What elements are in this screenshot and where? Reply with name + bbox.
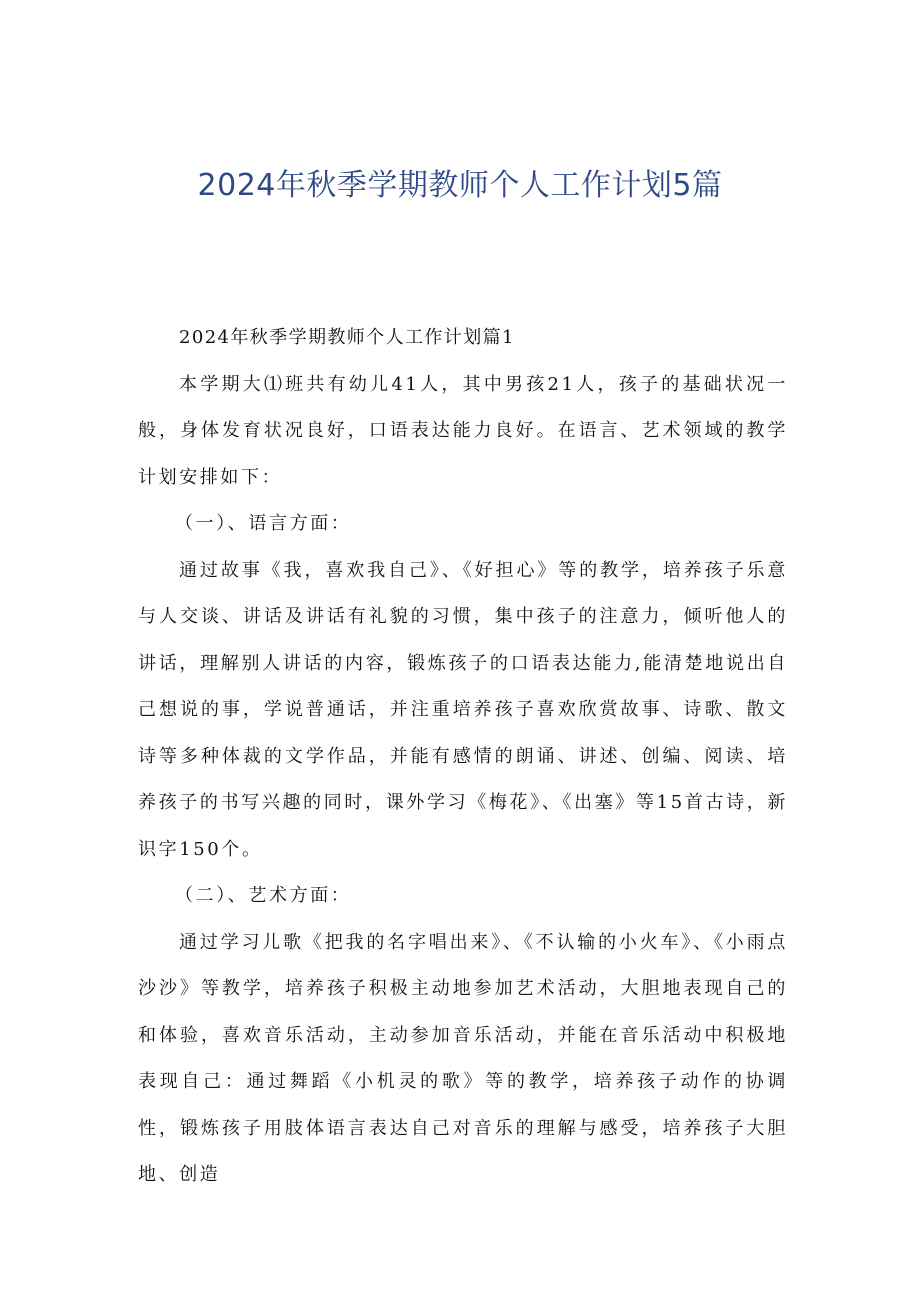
intro-paragraph: 本学期大⑴班共有幼儿41人，其中男孩21人，孩子的基础状况一般，身体发育状况良好，口语表达能力良好。在语言、艺术领域的教学计划安排如下： xyxy=(138,373,788,488)
document-body xyxy=(138,315,788,1199)
language-heading: （一）、语言方面： xyxy=(175,513,352,534)
language-paragraph: 通过故事《我，喜欢我自己》、《好担心》等的教学，培养孩子乐意与人交谈、讲话及讲话有礼貌的习惯，集中孩子的注意力，倾听他人的讲话，理解别人讲话的内容，锻炼孩子的口语表达能力,能清楚地说出自己想说的事，学说普通话，并注重培养孩子喜欢欣赏故事、诗歌、散文诗等多种体裁的文学作品，并能有感情的朗诵、讲述、创编、阅读、培养孩子的书写兴趣的同时，课外学习《梅花》、《出塞》等15首古诗，新识字150个。 xyxy=(138,559,788,860)
art-heading: （二）、艺术方面： xyxy=(175,885,352,906)
section-heading: 2024年秋季学期教师个人工作计划篇1 xyxy=(179,327,515,348)
art-paragraph: 通过学习儿歌《把我的名字唱出来》、《不认输的小火车》、《小雨点沙沙》等教学，培养孩子积极主动地参加艺术活动，大胆地表现自己的和体验，喜欢音乐活动，主动参加音乐活动，并能在音乐活动中积极地表现自己：通过舞蹈《小机灵的歌》等的教学，培养孩子动作的协调性，锻炼孩子用肢体语言表达自己对音乐的理解与感受，培养孩子大胆地、创造 xyxy=(138,931,788,1185)
document-title: 2024年秋季学期教师个人工作计划5篇 xyxy=(197,168,723,203)
